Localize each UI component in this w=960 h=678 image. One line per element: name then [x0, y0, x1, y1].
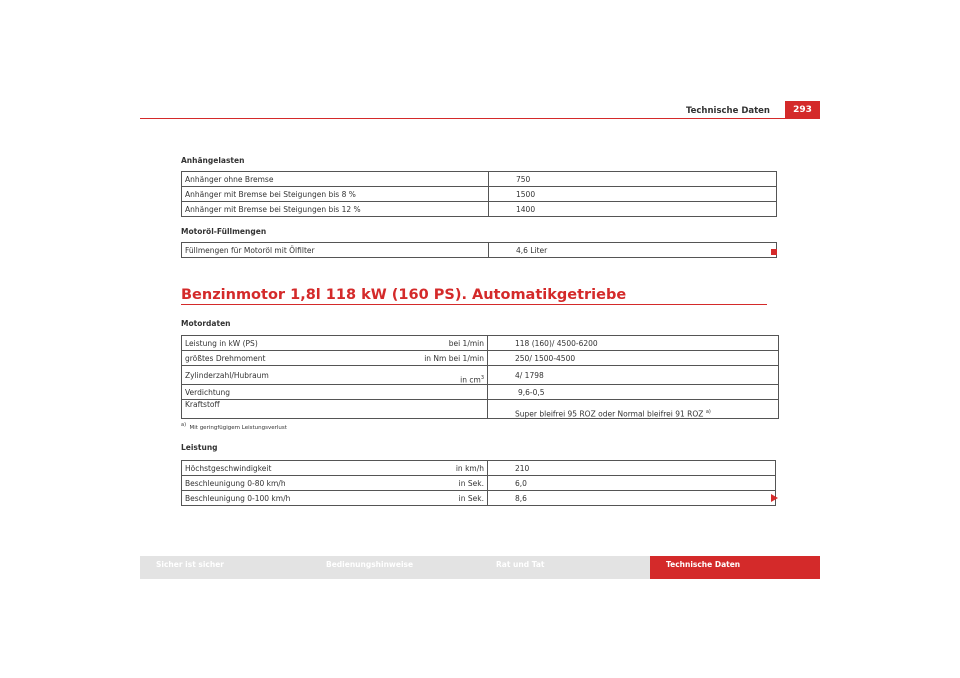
table-row	[182, 491, 776, 506]
footnote-marker: a)	[181, 422, 187, 428]
table-motoroel	[181, 242, 777, 258]
row-value	[488, 400, 779, 419]
nav-tab-rat-und-tat[interactable]: Rat und Tat	[480, 556, 650, 579]
footnote-reference: a)	[705, 408, 711, 415]
table-row	[182, 400, 779, 419]
footnote-text: Mit geringfügigem Leistungsverlust	[189, 424, 287, 431]
row-value: 4/ 1798	[488, 366, 779, 385]
table-row	[182, 461, 776, 476]
page-header-title: Technische Daten	[685, 106, 770, 116]
row-value: 1500	[489, 187, 777, 202]
row-unit: in Sek.	[411, 476, 488, 491]
heading-motoroel: Motoröl-Füllmengen	[181, 227, 267, 236]
section-divider	[181, 304, 767, 305]
row-value: 750	[489, 172, 777, 187]
heading-motordaten: Motordaten	[181, 319, 231, 328]
table-row	[182, 202, 777, 217]
row-value: 9,6-0,5	[488, 385, 779, 400]
row-label: größtes Drehmoment	[182, 351, 412, 366]
unit-superscript: 3	[480, 374, 484, 381]
row-value: 250/ 1500-4500	[488, 351, 779, 366]
section-title: Benzinmotor 1,8l 118 kW (160 PS). Automatikgetriebe	[181, 287, 627, 303]
row-unit	[411, 366, 488, 385]
table-row	[182, 351, 779, 366]
row-label: Leistung in kW (PS)	[182, 336, 412, 351]
table-motordaten	[181, 335, 779, 419]
row-label: Anhänger ohne Bremse	[182, 172, 489, 187]
footer-navigation	[140, 556, 820, 579]
nav-tab-bedienungshinweise[interactable]: Bedienungshinweise	[310, 556, 480, 579]
heading-anhaengelasten: Anhängelasten	[181, 156, 245, 165]
row-unit	[411, 400, 488, 419]
row-label: Höchstgeschwindigkeit	[182, 461, 412, 476]
section-end-marker-icon	[771, 249, 777, 255]
heading-leistung: Leistung	[181, 443, 218, 452]
row-unit: in km/h	[411, 461, 488, 476]
row-value: 210	[488, 461, 776, 476]
row-unit	[411, 385, 488, 400]
row-value: 4,6 Liter	[489, 243, 777, 258]
row-unit: bei 1/min	[411, 336, 488, 351]
value-text: Super bleifrei 95 ROZ oder Normal bleifrei 91 ROZ	[515, 409, 704, 418]
table-leistung	[181, 460, 776, 506]
row-value: 1400	[489, 202, 777, 217]
row-label: Zylinderzahl/Hubraum	[182, 366, 412, 385]
row-value: 6,0	[488, 476, 776, 491]
row-label: Beschleunigung 0-100 km/h	[182, 491, 412, 506]
row-unit: in Sek.	[411, 491, 488, 506]
table-row	[182, 336, 779, 351]
row-label: Anhänger mit Bremse bei Steigungen bis 8 %	[182, 187, 489, 202]
table-row	[182, 476, 776, 491]
row-unit: in Nm bei 1/min	[411, 351, 488, 366]
unit-text: in cm	[460, 375, 481, 384]
table-anhaengelasten	[181, 171, 777, 217]
footnote	[181, 422, 287, 431]
nav-tab-sicher-ist-sicher[interactable]: Sicher ist sicher	[140, 556, 310, 579]
row-label: Kraftstoff	[182, 400, 412, 419]
row-label: Beschleunigung 0-80 km/h	[182, 476, 412, 491]
nav-tab-technische-daten[interactable]: Technische Daten	[650, 556, 820, 579]
table-row	[182, 366, 779, 385]
row-value: 118 (160)/ 4500-6200	[488, 336, 779, 351]
row-label: Verdichtung	[182, 385, 412, 400]
table-row	[182, 187, 777, 202]
row-label: Füllmengen für Motoröl mit Ölfilter	[182, 243, 489, 258]
table-row	[182, 243, 777, 258]
table-row	[182, 172, 777, 187]
row-value: 8,6	[488, 491, 776, 506]
page-number-badge: 293	[785, 101, 820, 119]
table-row	[182, 385, 779, 400]
continue-arrow-icon[interactable]	[771, 494, 778, 502]
row-label: Anhänger mit Bremse bei Steigungen bis 12 %	[182, 202, 489, 217]
header-divider	[140, 118, 820, 119]
